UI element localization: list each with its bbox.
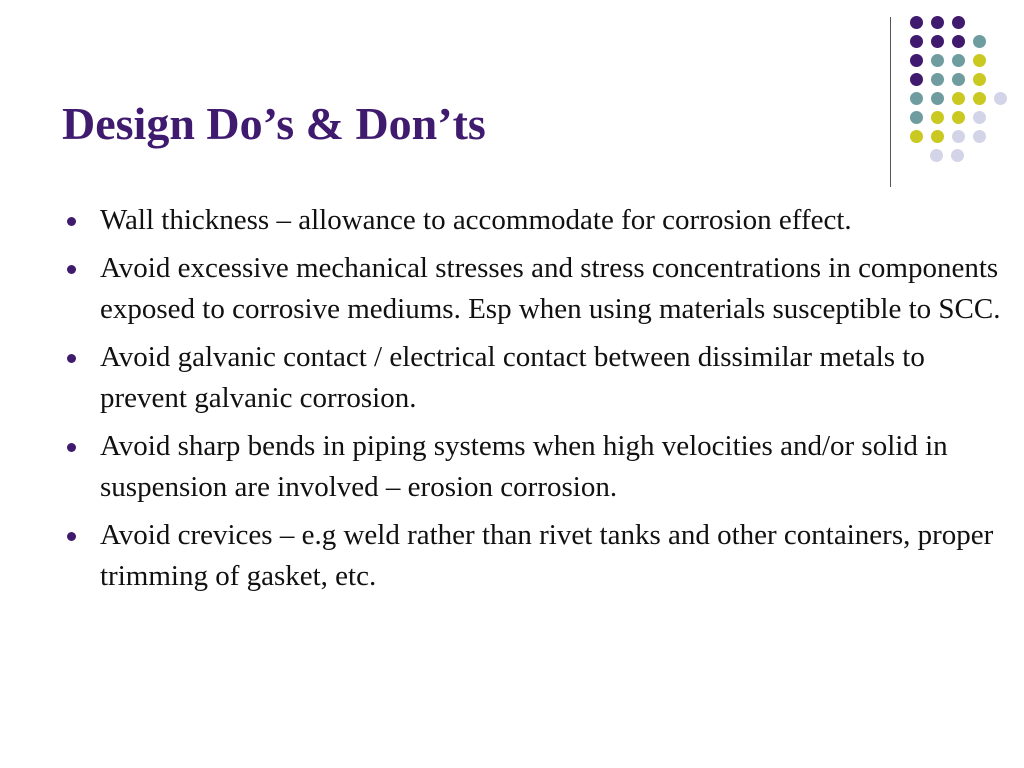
bullet-dot-icon	[67, 265, 76, 274]
decorative-dot	[973, 73, 986, 86]
bullet-dot-icon	[67, 532, 76, 541]
decorative-dot	[973, 111, 986, 124]
decorative-dot	[952, 16, 965, 29]
decorative-dot	[931, 16, 944, 29]
slide-title: Design Do’s & Don’ts	[62, 98, 486, 149]
decorative-dot	[952, 35, 965, 48]
bullet-dot-icon	[67, 217, 76, 226]
decorative-dot	[931, 111, 944, 124]
decorative-dot	[910, 111, 923, 124]
decorative-dot	[910, 130, 923, 143]
bullet-item	[62, 200, 1002, 241]
decorative-dot	[930, 149, 943, 162]
bullet-item	[62, 337, 1002, 419]
bullet-text: Avoid crevices – e.g weld rather than rivet tanks and other containers, proper trimming of gasket, etc.	[100, 519, 994, 592]
decorative-dot	[952, 130, 965, 143]
decorative-dot	[910, 92, 923, 105]
decorative-dot	[931, 92, 944, 105]
decorative-dot	[973, 35, 986, 48]
decorative-dot	[994, 92, 1007, 105]
bullet-list	[62, 200, 1002, 604]
bullet-text: Avoid excessive mechanical stresses and stress concentrations in components exposed to corrosive mediums. Esp when using materials susceptible to SCC.	[100, 252, 1001, 325]
bullet-text: Avoid sharp bends in piping systems when high velocities and/or solid in suspension are involved – erosion corrosion.	[100, 430, 948, 503]
decorative-dot	[973, 130, 986, 143]
bullet-text: Avoid galvanic contact / electrical contact between dissimilar metals to prevent galvanic corrosion.	[100, 341, 925, 414]
decorative-dot	[952, 92, 965, 105]
decorative-dot	[952, 73, 965, 86]
decorative-dot	[931, 54, 944, 67]
bullet-text: Wall thickness – allowance to accommodate for corrosion effect.	[100, 204, 852, 236]
decorative-dot	[952, 111, 965, 124]
decorative-dot	[910, 16, 923, 29]
decorative-dot	[931, 35, 944, 48]
bullet-item	[62, 248, 1002, 330]
decorative-dot	[910, 73, 923, 86]
bullet-item	[62, 515, 1002, 597]
decorative-dot	[973, 54, 986, 67]
decorative-dot	[973, 92, 986, 105]
decorative-dot	[910, 54, 923, 67]
decorative-dot	[910, 35, 923, 48]
decorative-dot	[931, 130, 944, 143]
bullet-dot-icon	[67, 354, 76, 363]
bullet-dot-icon	[67, 443, 76, 452]
bullet-item	[62, 426, 1002, 508]
title-divider-line	[890, 17, 891, 187]
decorative-dot	[931, 73, 944, 86]
decorative-dot	[952, 54, 965, 67]
decorative-dot	[951, 149, 964, 162]
